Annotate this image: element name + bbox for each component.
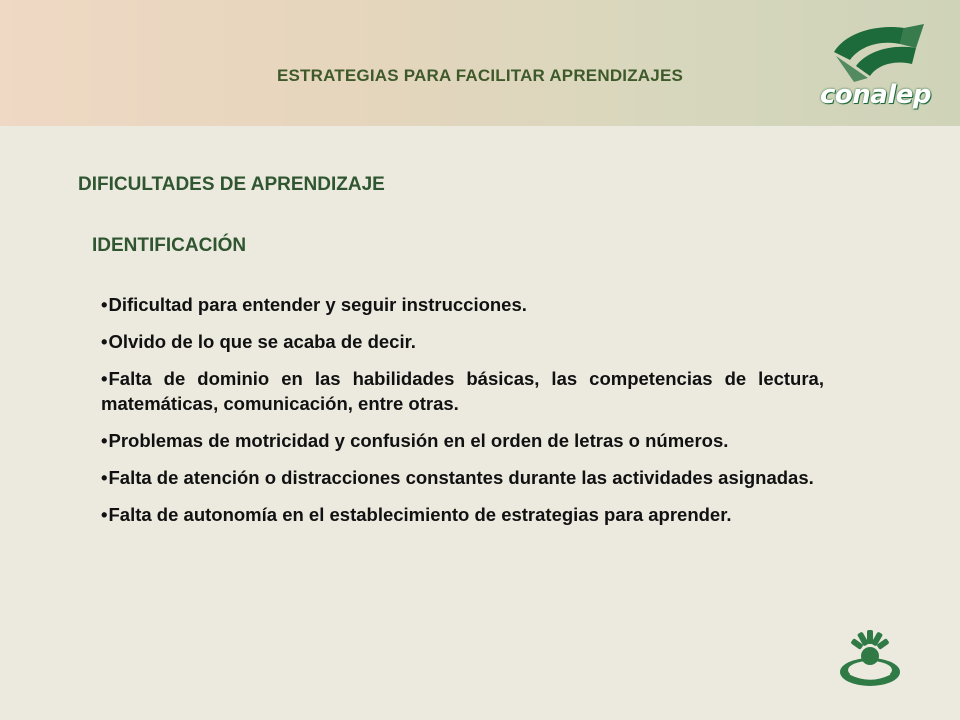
list-item: [101, 502, 824, 527]
bullet-icon: •: [101, 294, 108, 315]
list-item-text: Problemas de motricidad y confusión en el orden de letras o números.: [108, 430, 729, 451]
difficulties-list: [101, 292, 824, 539]
conalep-logo-text: conalep: [820, 80, 931, 110]
header-band: [0, 0, 960, 126]
list-item: [101, 366, 824, 416]
list-item-text: Falta de dominio en las habilidades básicas, las competencias de lectura, matemáticas, comunicación, entre otras.: [101, 368, 824, 414]
bullet-icon: •: [101, 467, 108, 488]
list-item-text: Falta de autonomía en el establecimiento de estrategias para aprender.: [108, 504, 732, 525]
list-item: [101, 292, 824, 317]
list-item-text: Falta de atención o distracciones constantes durante las actividades asignadas.: [108, 467, 814, 488]
bullet-icon: •: [101, 331, 108, 352]
list-item-text: Dificultad para entender y seguir instrucciones.: [108, 294, 527, 315]
presentation-title: ESTRATEGIAS PARA FACILITAR APRENDIZAJES: [276, 66, 684, 85]
section-title: DIFICULTADES DE APRENDIZAJE: [78, 174, 385, 195]
list-item: [101, 465, 824, 490]
list-item: [101, 329, 824, 354]
subsection-title: IDENTIFICACIÓN: [92, 235, 247, 256]
bullet-icon: •: [101, 368, 108, 389]
list-item-text: Olvido de lo que se acaba de decir.: [108, 331, 416, 352]
list-item: [101, 428, 824, 453]
bullet-icon: •: [101, 504, 108, 525]
bullet-icon: •: [101, 430, 108, 451]
conalep-seal-icon: [834, 628, 906, 690]
